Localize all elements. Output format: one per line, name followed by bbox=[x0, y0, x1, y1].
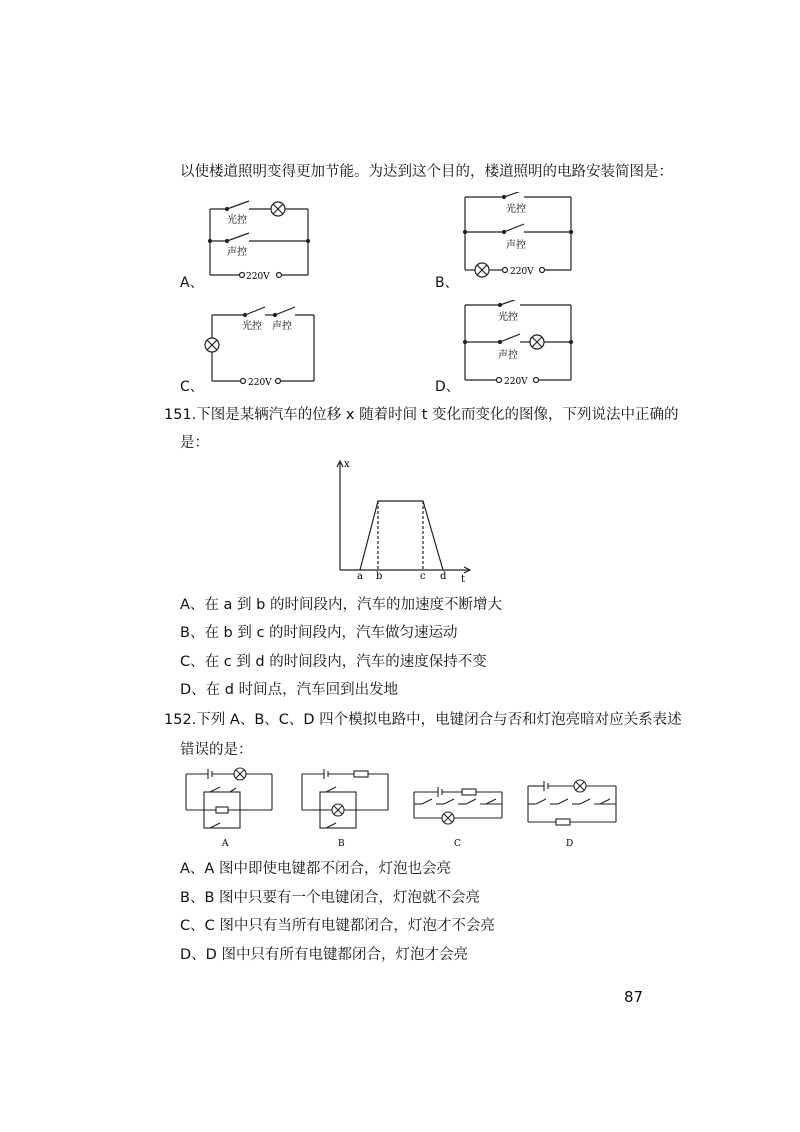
q151-graph bbox=[325, 455, 475, 585]
q150-d-light-ctrl: 光控 bbox=[498, 312, 518, 323]
q151-option-a: A、在 a 到 b 的时间段内，汽车的加速度不断增大 bbox=[180, 597, 502, 613]
q150-option-d-label: D、 bbox=[435, 379, 460, 395]
q151-stem-line1: 151.下图是某辆汽车的位移 x 随着时间 t 变化而变化的图像，下列说法中正确的 bbox=[164, 407, 679, 423]
q150-d-sound-ctrl: 声控 bbox=[498, 350, 518, 361]
q150-c-light-ctrl: 光控 bbox=[242, 321, 262, 332]
q150-a-sound-ctrl: 声控 bbox=[227, 247, 247, 258]
q152-option-a: A、A 图中即使电键都不闭合，灯泡也会亮 bbox=[180, 861, 451, 877]
q152-label-d: D bbox=[566, 839, 574, 849]
q150-option-a-label: A、 bbox=[180, 275, 204, 291]
q152-label-b: B bbox=[338, 839, 345, 849]
x-axis-label: t bbox=[461, 574, 466, 585]
q150-circuit-d bbox=[460, 300, 580, 388]
q152-circuit-a bbox=[180, 764, 280, 852]
tick-a: a bbox=[357, 571, 363, 582]
page-number: 87 bbox=[624, 988, 644, 1006]
q152-option-d: D、D 图中只有所有电键都闭合，灯泡才会亮 bbox=[180, 947, 468, 963]
q150-c-sound-ctrl: 声控 bbox=[272, 321, 292, 332]
q150-b-sound-ctrl: 声控 bbox=[506, 240, 526, 251]
q150-option-c-label: C、 bbox=[180, 379, 204, 395]
q150-d-voltage: 220V bbox=[504, 377, 528, 387]
q151-option-b: B、在 b 到 c 的时间段内，汽车做匀速运动 bbox=[180, 625, 458, 641]
q150-b-voltage: 220V bbox=[510, 267, 534, 277]
q152-stem-line2: 错误的是： bbox=[180, 742, 253, 758]
tick-b: b bbox=[376, 571, 383, 582]
intro-text: 以使楼道照明变得更加节能。为达到这个目的，楼道照明的电路安装简图是： bbox=[180, 164, 673, 180]
q152-stem-line1: 152.下列 A、B、C、D 四个模拟电路中，电键闭合与否和灯泡亮暗对应关系表述 bbox=[164, 712, 682, 728]
q152-label-a: A bbox=[222, 839, 229, 849]
displacement-line bbox=[360, 501, 443, 570]
tick-d: d bbox=[440, 571, 447, 582]
q152-circuit-c bbox=[410, 764, 510, 852]
q152-circuit-b bbox=[296, 764, 396, 852]
q152-option-c: C、C 图中只有当所有电键都闭合，灯泡才不会亮 bbox=[180, 918, 495, 934]
q150-circuit-c bbox=[200, 305, 325, 390]
q150-circuit-a bbox=[205, 195, 315, 285]
q151-option-d: D、在 d 时间点，汽车回到出发地 bbox=[180, 682, 399, 698]
q152-option-b: B、B 图中只要有一个电键闭合，灯泡就不会亮 bbox=[180, 890, 481, 906]
q151-option-c: C、在 c 到 d 的时间段内，汽车的速度保持不变 bbox=[180, 654, 487, 670]
q150-a-light-ctrl: 光控 bbox=[227, 215, 247, 226]
q150-option-b-label: B、 bbox=[435, 275, 459, 291]
q152-label-c: C bbox=[454, 839, 461, 849]
q150-c-voltage: 220V bbox=[248, 378, 272, 388]
q150-b-light-ctrl: 光控 bbox=[506, 204, 526, 215]
tick-c: c bbox=[420, 571, 426, 582]
q150-circuit-b bbox=[460, 192, 580, 280]
q152-circuit-d bbox=[524, 764, 624, 852]
q150-a-voltage: 220V bbox=[246, 272, 270, 282]
y-axis-label: x bbox=[344, 459, 350, 470]
q151-stem-line2: 是： bbox=[180, 435, 209, 451]
